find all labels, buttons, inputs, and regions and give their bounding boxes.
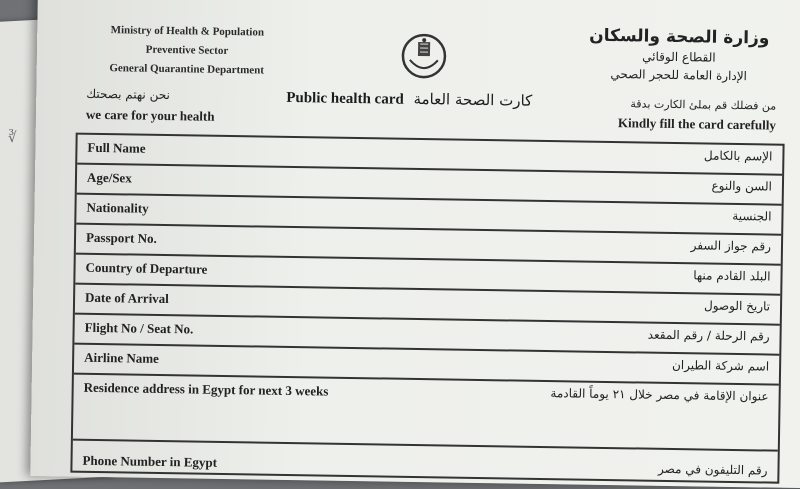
instructions-english: Kindly fill the card carefully <box>617 115 777 133</box>
instructions-arabic: من فضلك قم بملئ الكارت بدقة <box>630 97 777 113</box>
header-en-line3: General Quarantine Department <box>109 62 265 77</box>
header-ar-line3: الإدارة العامة للحجر الصحي <box>610 67 748 84</box>
header-en-line1: Ministry of Health & Population <box>110 24 265 39</box>
field-label-ar: عنوان الإقامة في مصر خلال ٢١ يوماً القادمة <box>550 386 769 404</box>
card-title <box>286 88 532 111</box>
ministry-emblem-icon <box>400 32 449 81</box>
field-label-en: Residence address in Egypt for next 3 weeks <box>83 379 329 399</box>
field-label-en: Airline Name <box>84 349 160 366</box>
field-label-en: Passport No. <box>85 229 157 246</box>
card-title-arabic: كارت الصحة العامة <box>413 89 533 110</box>
field-label-ar: رقم جواز السفر <box>690 238 772 254</box>
field-label-ar: الإسم بالكامل <box>703 148 773 164</box>
field-label-en: Date of Arrival <box>84 289 169 307</box>
field-label-ar: تاريخ الوصول <box>703 298 771 314</box>
field-label-en: Nationality <box>86 199 149 216</box>
field-label-ar: رقم الرحلة / رقم المقعد <box>647 327 770 344</box>
slogan-arabic: نحن نهتم بصحتك <box>86 86 170 103</box>
field-label-en: Full Name <box>87 139 146 156</box>
field-residence-address[interactable] <box>73 375 779 452</box>
header-ar-line2: القطاع الوقائي <box>642 49 716 65</box>
field-label-en: Age/Sex <box>86 169 132 186</box>
field-label-en: Phone Number in Egypt <box>82 452 218 470</box>
field-label-en: Flight No / Seat No. <box>84 319 194 337</box>
header-ar-line1: وزارة الصحة والسكان <box>589 25 770 49</box>
form-table <box>70 133 784 484</box>
slogan-english: we care for your health <box>85 106 215 124</box>
field-label-ar: السن والنوع <box>711 178 773 194</box>
header-english <box>87 21 288 81</box>
field-label-ar: الجنسية <box>732 208 772 224</box>
field-label-ar: البلد القادم منها <box>693 268 771 284</box>
card-title-english: Public health card <box>286 89 404 108</box>
header-arabic <box>579 25 780 86</box>
health-card <box>30 0 800 489</box>
header-en-line2: Preventive Sector <box>145 43 229 57</box>
back-sheet-mark: ∛ <box>7 130 18 147</box>
field-label-ar: رقم التليفون في مصر <box>657 461 768 478</box>
field-label-en: Country of Departure <box>85 259 208 277</box>
field-label-ar: اسم شركة الطيران <box>671 358 770 374</box>
